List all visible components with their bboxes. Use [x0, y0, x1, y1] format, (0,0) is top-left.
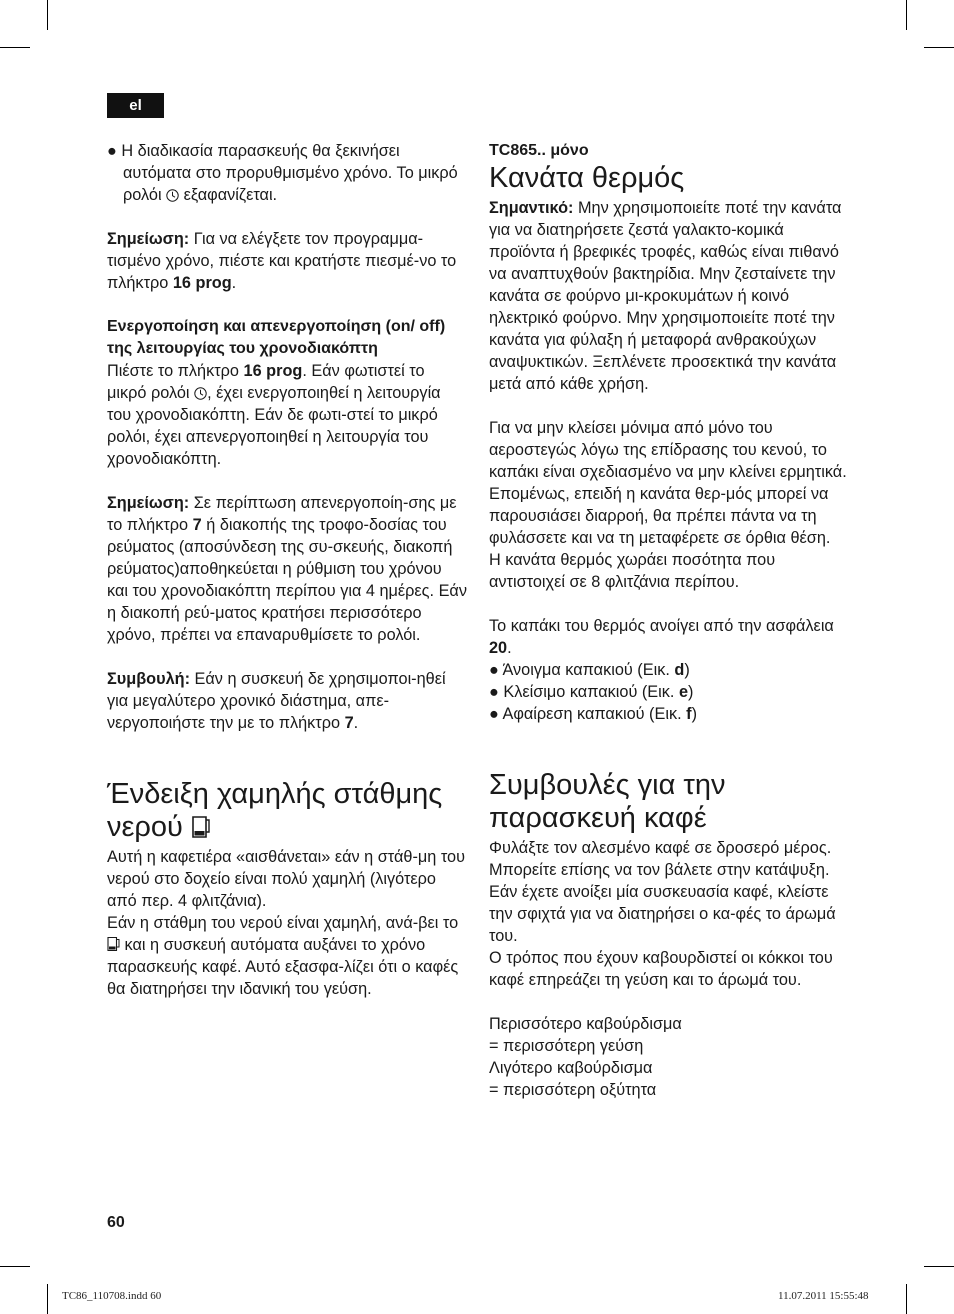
section-heading: Ένδειξη χαμηλής στάθμης νερού: [107, 778, 443, 843]
crop-mark: [924, 47, 954, 48]
body-paragraph: Για να μην κλείσει μόνιμα από μόνο του αεροστεγώς λόγω της επίδρασης του κενού, το καπάκι είναι σχεδιασμένο να μην κλείνει ερμητικά. Επομένως, επειδή η κανάτα θερ-μός μπορεί να παρουσιάσει διαρροή, θα πρέπει πάντα να τη φυλάσσετε και να τη μεταφέρετε σε όρθια θέση.: [489, 419, 847, 547]
list-item: ● Κλείσιμο καπακιού (Εικ. e): [489, 683, 694, 701]
water-jug-icon: [191, 814, 211, 840]
slug-date: 11.07.2011 15:55:48: [778, 1290, 869, 1302]
roast-line: = περισσότερη οξύτητα: [489, 1081, 657, 1099]
water-paragraph: Αυτή η καφετιέρα «αισθάνεται» εάν η στάθ-μη του νερού στο δοχείο είναι πολύ χαμηλή (λιγότερο από περ. 4 φλιτζάνια).: [107, 848, 466, 910]
crop-mark: [47, 1284, 48, 1314]
crop-mark: [0, 1266, 30, 1267]
list-item: ● Αφαίρεση καπακιού (Εικ. f): [489, 705, 697, 723]
water-jug-icon: [107, 936, 120, 952]
roast-line: Περισσότερο καβούρδισμα: [489, 1015, 682, 1033]
crop-mark: [0, 47, 30, 48]
tip-paragraph: Συμβουλή: Εάν η συσκευή δε χρησιμοποι-ηθεί για μεγαλύτερο χρονικό διάστημα, απε-νεργοποιήστε την με το πλήκτρο 7.: [107, 670, 446, 732]
water-paragraph: Εάν η στάθμη του νερού είναι χαμηλή, ανά-βει το και η συσκευή αυτόματα αυξάνει το χρόνο παρασκευής καφέ. Αυτό εξασφα-λίζει ότι ο καφές θα διατηρήσει την ιδανική του γεύση.: [107, 914, 459, 998]
page-number: 60: [107, 1214, 125, 1231]
timer-heading: Ενεργοποίηση και απενεργοποίηση (on/ off) της λειτουργίας του χρονοδιακόπτη: [107, 318, 446, 357]
left-column: [107, 140, 467, 1000]
clock-icon: [166, 189, 179, 202]
list-item: ● Άνοιγμα καπακιού (Εικ. d): [489, 661, 690, 679]
right-column: [489, 140, 851, 1101]
body-paragraph: Φυλάξτε τον αλεσμένο καφέ σε δροσερό μέρος. Μπορείτε επίσης να τον βάλετε στην κατάψυξη.: [489, 839, 832, 879]
slug-file: TC86_110708.indd 60: [62, 1290, 162, 1302]
crop-mark: [924, 1266, 954, 1267]
body-paragraph: Το καπάκι του θερμός ανοίγει από την ασφάλεια 20.: [489, 617, 834, 657]
roast-line: = περισσότερη γεύση: [489, 1037, 644, 1055]
list-item: ● Η διαδικασία παρασκευής θα ξεκινήσει αυτόματα στο προρυθμισμένο χρόνο. Το μικρό ρολόι εξαφανίζεται.: [107, 142, 458, 204]
note-paragraph: Σημείωση: Για να ελέγξετε τον προγραμμα-τισμένο χρόνο, πιέστε και κρατήστε πιεσμέ-νο το πλήκτρο 16 prog.: [107, 230, 457, 292]
note-paragraph: Σημείωση: Σε περίπτωση απενεργοποίη-σης με το πλήκτρο 7 ή διακοπής της τροφο-δοσίας του ρεύματος (αποσύνδεση της συ-σκευής, διακοπή ρεύματος)αποθηκεύεται η ρύθμιση του χρόνου και του χρονοδιακόπτη περίπου για 4 ημέρες. Εάν η διακοπή ρεύ-ματος κρατήσει περισσότερο χρόνο, πρέπει να επαναρυθμίσετε το ρολόι.: [107, 494, 467, 644]
body-paragraph: Η κανάτα θερμός χωράει ποσότητα που αντιστοιχεί σε 8 φλιτζάνια περίπου.: [489, 551, 776, 591]
body-paragraph: Εάν έχετε ανοίξει μία συσκευασία καφέ, κλείστε την σφιχτά για να διατηρήσει ο κα-φές το άρωμά του.: [489, 883, 836, 945]
crop-mark: [906, 1284, 907, 1314]
section-heading: Κανάτα θερμός: [489, 162, 685, 194]
crop-mark: [47, 0, 48, 30]
language-tab: el: [107, 93, 164, 118]
body-paragraph: Ο τρόπος που έχουν καβουρδιστεί οι κόκκοι του καφέ επηρεάζει τη γεύση και το άρωμά του.: [489, 949, 833, 989]
model-label: TC865.. μόνο: [489, 142, 589, 159]
section-heading: Συμβουλές για την παρασκευή καφέ: [489, 769, 726, 834]
important-paragraph: Σημαντικό: Μην χρησιμοποιείτε ποτέ την κανάτα για να διατηρήσετε ζεστά γαλακτο-κομικά προϊόντα ή βρεφικές τροφές, καθώς είναι πιθανό να αναπτυχθούν βακτηρίδια. Μην ζεσταίνετε την κανάτα σε φούρνο μι-κροκυμάτων ή κοινό ηλεκτρικό φούρνο. Μην χρησιμοποιείτε ποτέ την κανάτα για φύλαξη ή μεταφορά ανθρακούχων αναψυκτικών. Ξεπλένετε προσεκτικά την κανάτα μετά από κάθε χρήση.: [489, 199, 842, 393]
timer-paragraph: Πιέστε το πλήκτρο 16 prog. Εάν φωτιστεί το μικρό ρολόι , έχει ενεργοποιηθεί η λειτουργία του χρονοδιακόπτη. Εάν δε φωτι-στεί το μικρό ρολόι, έχει απενεργοποιηθεί η λειτουργία του χρονοδιακόπτη.: [107, 362, 441, 468]
crop-mark: [906, 0, 907, 30]
clock-icon: [194, 387, 207, 400]
roast-line: Λιγότερο καβούρδισμα: [489, 1059, 653, 1077]
